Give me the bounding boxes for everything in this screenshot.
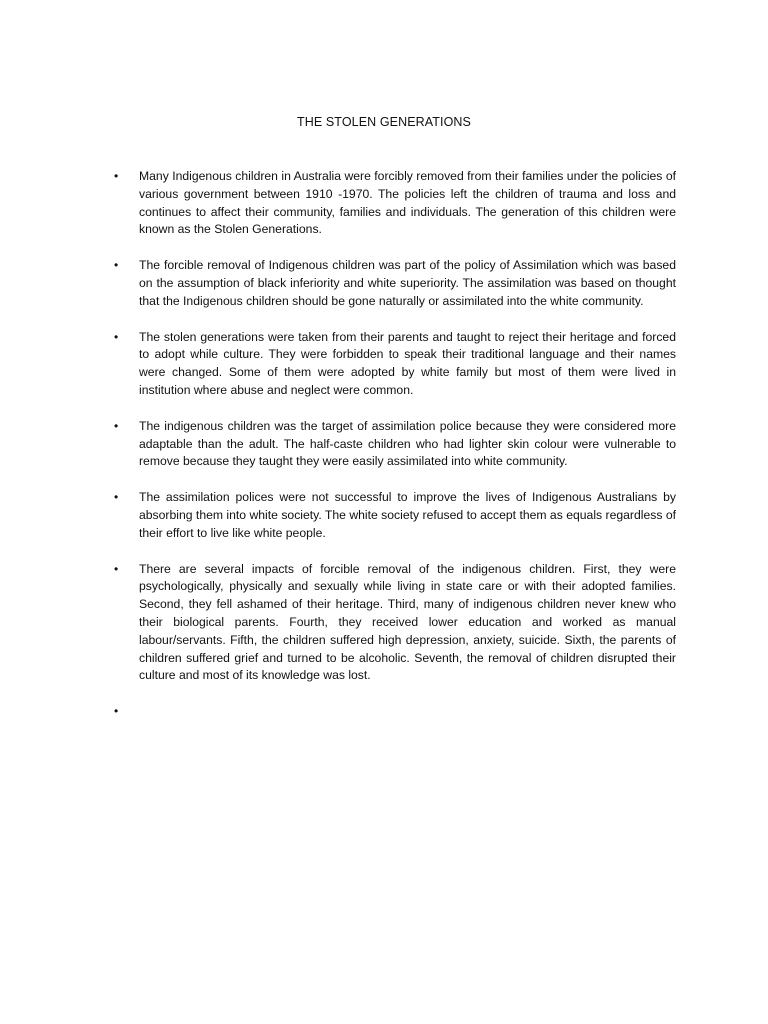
bullet-icon: • <box>114 169 119 183</box>
bullet-list <box>114 168 676 739</box>
list-item <box>114 561 676 686</box>
list-item <box>114 489 676 542</box>
document-title: THE STOLEN GENERATIONS <box>297 115 471 129</box>
paragraph-text: There are several impacts of forcible removal of the indigenous children. First, they were psychologically, physically and sexually while living in state care or with their adopted families. Second, they fell ashamed of their heritage. Third, many of indigenous children never knew who their biological parents. Fourth, they received lower education and worked as manual labour/servants. Fifth, the children suffered high depression, anxiety, suicide. Sixth, the parents of children suffered grief and turned to be alcoholic. Seventh, the removal of children disrupted their culture and most of its knowledge was lost. <box>139 561 676 683</box>
bullet-icon: • <box>114 704 119 719</box>
bullet-icon: • <box>114 561 119 576</box>
paragraph-text: The assimilation polices were not successful to improve the lives of Indigenous Australians by absorbing them into white society. The white society refused to accept them as equals regardless of their effort to live like white people. <box>139 490 676 540</box>
list-item <box>114 329 676 400</box>
paragraph-text: The forcible removal of Indigenous children was part of the policy of Assimilation which was based on the assumption of black inferiority and white superiority. The assimilation was based on thought that the Indigenous children should be gone naturally or assimilated into the white community. <box>139 258 676 308</box>
paragraph-text: The indigenous children was the target of assimilation police because they were considered more adaptable than the adult. The half-caste children who had lighter skin colour were vulnerable to remove because they taught they were easily assimilated into white community. <box>139 418 676 469</box>
list-item <box>114 418 676 471</box>
empty-list-item <box>114 703 676 721</box>
paragraph-text: The stolen generations were taken from their parents and taught to reject their heritage and forced to adopt while culture. They were forbidden to speak their traditional language and their names were changed. Some of them were adopted by white family but most of them were lived in institution where abuse and neglect were common. <box>139 329 676 397</box>
bullet-icon: • <box>114 490 119 505</box>
paragraph-text: Many Indigenous children in Australia were forcibly removed from their families under the policies of various government between 1910 -1970. The policies left the children of trauma and loss and continues to affect their community, families and individuals. The generation of this children were known as the Stolen Generations. <box>139 169 676 237</box>
bullet-icon: • <box>114 418 119 433</box>
list-item <box>114 257 676 310</box>
bullet-icon: • <box>114 258 119 273</box>
bullet-icon: • <box>114 329 119 344</box>
list-item <box>114 168 676 239</box>
